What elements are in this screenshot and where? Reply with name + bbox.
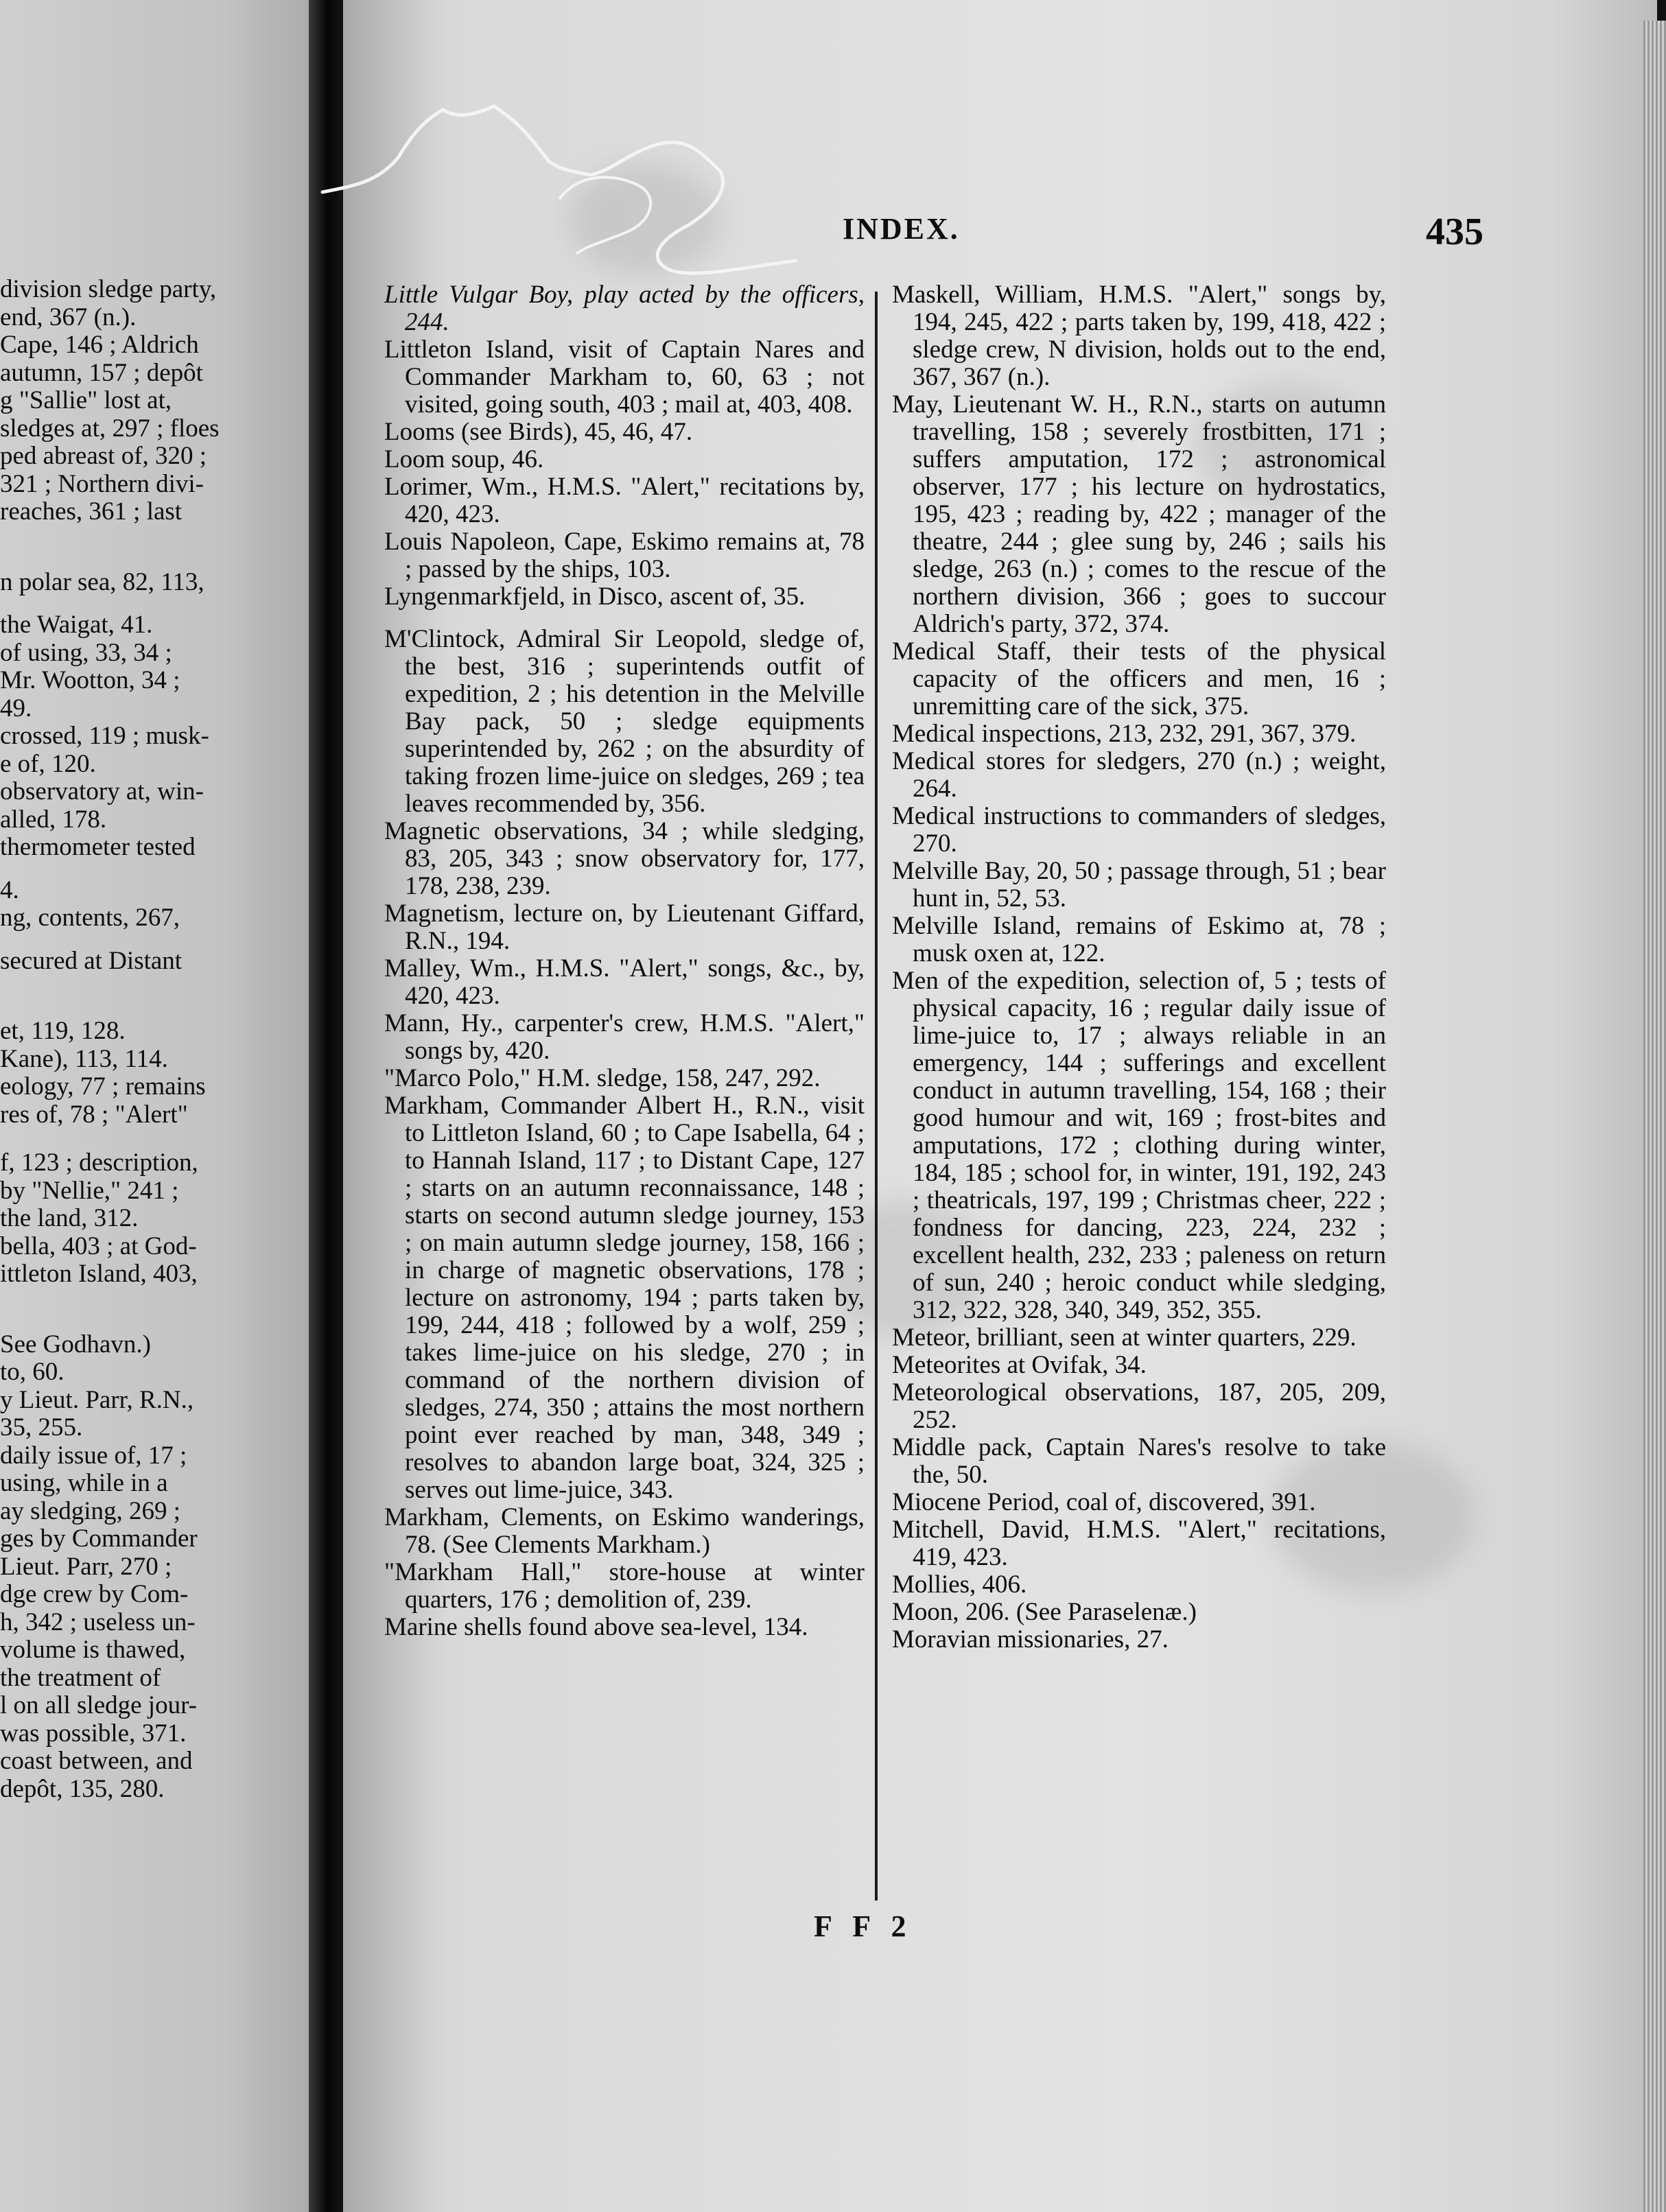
left-fragment: sledges at, 297 ; floes <box>0 414 220 443</box>
index-entry: Medical instructions to commanders of sledges, 270. <box>892 802 1386 858</box>
index-column-middle <box>384 281 865 1641</box>
left-fragment: of using, 33, 34 ; <box>0 638 172 667</box>
index-entry: Markham, Clements, on Eskimo wanderings, 78. (See Clements Markham.) <box>384 1503 865 1559</box>
left-fragment: was possible, 371. <box>0 1719 187 1748</box>
left-fragment: coast between, and <box>0 1747 193 1775</box>
index-entry: Middle pack, Captain Nares's resolve to take the, 50. <box>892 1433 1386 1489</box>
left-page-column <box>0 276 261 1803</box>
index-entry: Magnetism, lecture on, by Lieutenant Giffard, R.N., 194. <box>384 899 865 955</box>
index-entry: Melville Island, remains of Eskimo at, 78 ; musk oxen at, 122. <box>892 912 1386 967</box>
left-fragment: g "Sallie" lost at, <box>0 386 172 414</box>
left-fragment: Kane), 113, 114. <box>0 1044 168 1073</box>
index-entry: Moon, 206. (See Paraselenæ.) <box>892 1598 1197 1626</box>
index-entry: Little Vulgar Boy, play acted by the officers, 244. <box>384 281 865 336</box>
left-fragment: Mr. Wootton, 34 ; <box>0 666 180 694</box>
index-entry: Littleton Island, visit of Captain Nares and Commander Markham to, 60, 63 ; not visited, going south, 403 ; mail at, 403, 408. <box>384 336 865 419</box>
index-entry: Mitchell, David, H.M.S. "Alert," recitations, 419, 423. <box>892 1516 1386 1571</box>
signature-mark: F F 2 <box>814 1909 913 1943</box>
index-entry: Men of the expedition, selection of, 5 ; tests of physical capacity, 16 ; regular daily issue of lime-juice to, 17 ; always reliable in an emergency, 144 ; sufferings and excellent conduct in autumn travelling, 154, 168 ; their good humour and wit, 169 ; frost-bites and amputations, 172 ; clothing during winter, 184, 185 ; school for, in winter, 191, 192, 243 ; theatricals, 197, 199 ; Christmas cheer, 222 ; fondness for dancing, 223, 224, 232 ; excellent health, 232, 233 ; paleness on return of sun, 240 ; heroic conduct while sledging, 312, 322, 328, 340, 349, 352, 355. <box>892 967 1386 1324</box>
index-entry: Mollies, 406. <box>892 1570 1027 1599</box>
scribble-mark <box>316 96 810 295</box>
left-fragment: 35, 255. <box>0 1413 83 1442</box>
left-fragment: l on all sledge jour- <box>0 1691 197 1719</box>
left-fragment: ng, contents, 267, <box>0 904 180 932</box>
index-entry: Medical Staff, their tests of the physical capacity of the officers and men, 16 ; unremitting care of the sick, 375. <box>892 637 1386 720</box>
left-fragment: n polar sea, 82, 113, <box>0 567 204 596</box>
left-fragment: See Godhavn.) <box>0 1330 151 1358</box>
left-fragment: autumn, 157 ; depôt <box>0 358 203 387</box>
index-column-right <box>892 281 1386 1654</box>
left-fragment: by "Nellie," 241 ; <box>0 1176 179 1205</box>
left-fragment: reaches, 361 ; last <box>0 497 183 526</box>
index-entry: Moravian missionaries, 27. <box>892 1625 1169 1654</box>
index-entry: Loom soup, 46. <box>384 445 544 473</box>
left-fragment: bella, 403 ; at God- <box>0 1232 197 1260</box>
left-fragment: 49. <box>0 694 32 722</box>
left-fragment: thermometer tested <box>0 833 196 861</box>
left-fragment: the Waigat, 41. <box>0 611 153 639</box>
left-fragment: the treatment of <box>0 1663 161 1692</box>
left-fragment: 4. <box>0 875 19 904</box>
index-entry: "Markham Hall," store-house at winter quarters, 176 ; demolition of, 239. <box>384 1558 865 1614</box>
index-entry: Looms (see Birds), 45, 46, 47. <box>384 418 693 446</box>
index-entry: Meteor, brilliant, seen at winter quarters, 229. <box>892 1323 1357 1352</box>
left-fragment: to, 60. <box>0 1358 64 1386</box>
left-fragment: observatory at, win- <box>0 777 204 805</box>
left-fragment: volume is thawed, <box>0 1636 186 1664</box>
index-entry: Lyngenmarkfjeld, in Disco, ascent of, 35. <box>384 583 806 611</box>
index-entry: Meteorites at Ovifak, 34. <box>892 1351 1147 1379</box>
left-fragment: division sledge party, <box>0 275 217 303</box>
index-entry: "Marco Polo," H.M. sledge, 158, 247, 292. <box>384 1064 821 1092</box>
left-fragment: crossed, 119 ; musk- <box>0 722 209 750</box>
index-entry: Meteorological observations, 187, 205, 209, 252. <box>892 1378 1386 1434</box>
left-fragment: Lieut. Parr, 270 ; <box>0 1552 172 1581</box>
index-entry: Melville Bay, 20, 50 ; passage through, 51 ; bear hunt in, 52, 53. <box>892 857 1386 913</box>
left-fragment: ittleton Island, 403, <box>0 1260 198 1288</box>
left-fragment: Cape, 146 ; Aldrich <box>0 331 199 359</box>
left-fragment: ay sledging, 269 ; <box>0 1496 181 1525</box>
index-entry: Miocene Period, coal of, discovered, 391. <box>892 1488 1316 1516</box>
index-entry: May, Lieutenant W. H., R.N., starts on autumn travelling, 158 ; severely frostbitten, 171 ; suffers amputation, 172 ; astronomical observer, 177 ; his lecture on hydrostatics, 195, 423 ; reading by, 422 ; manager of the theatre, 244 ; glee sung by, 246 ; sails his sledge, 263 (n.) ; comes to the rescue of the northern division, 366 ; goes to succour Aldrich's party, 372, 374. <box>892 390 1386 638</box>
left-fragment: 321 ; Northern divi- <box>0 469 204 498</box>
left-fragment: ges by Commander <box>0 1525 198 1553</box>
left-fragment: using, while in a <box>0 1469 168 1497</box>
page-edge <box>1643 21 1666 2212</box>
column-divider <box>875 292 878 1901</box>
left-fragment: daily issue of, 17 ; <box>0 1441 187 1470</box>
left-fragment: res of, 78 ; "Alert" <box>0 1100 188 1129</box>
page-number: 435 <box>1426 211 1483 253</box>
index-entry: Medical stores for sledgers, 270 (n.) ; weight, 264. <box>892 747 1386 803</box>
page-title: INDEX. <box>843 212 960 246</box>
left-fragment: the land, 312. <box>0 1204 139 1232</box>
left-fragment: eology, 77 ; remains <box>0 1072 206 1101</box>
left-fragment: f, 123 ; description, <box>0 1149 198 1177</box>
left-fragment: alled, 178. <box>0 805 107 834</box>
index-entry: Magnetic observations, 34 ; while sledging, 83, 205, 343 ; snow observatory for, 177, 178, 238, 239. <box>384 817 865 900</box>
index-entry: Louis Napoleon, Cape, Eskimo remains at, 78 ; passed by the ships, 103. <box>384 528 865 583</box>
left-fragment: depôt, 135, 280. <box>0 1774 165 1803</box>
left-fragment: e of, 120. <box>0 749 96 778</box>
index-entry: Lorimer, Wm., H.M.S. "Alert," recitations by, 420, 423. <box>384 473 865 528</box>
left-fragment: dge crew by Com- <box>0 1580 189 1608</box>
index-entry: Malley, Wm., H.M.S. "Alert," songs, &c., by, 420, 423. <box>384 954 865 1010</box>
index-entry: Markham, Commander Albert H., R.N., visit to Littleton Island, 60 ; to Cape Isabella, 64 ; to Hannah Island, 117 ; to Distant Cape, 127 ; starts on an autumn reconnaissance, 148 ; starts on second autumn sledge journey, 153 ; on main autumn sledge journey, 158, 166 ; in charge of magnetic observations, 178 ; lecture on astronomy, 194 ; parts taken by, 199, 244, 418 ; followed by a wolf, 259 ; takes lime-juice on his sledge, 270 ; in command of the northern division of sledges, 274, 350 ; attains the most northern point ever reached by man, 348, 349 ; resolves to abandon large boat, 324, 325 ; serves out lime-juice, 343. <box>384 1092 865 1504</box>
left-fragment: et, 119, 128. <box>0 1017 126 1045</box>
index-entry: Maskell, William, H.M.S. "Alert," songs by, 194, 245, 422 ; parts taken by, 199, 418, 422 ; sledge crew, N division, holds out to the end, 367, 367 (n.). <box>892 281 1386 391</box>
index-entry: Mann, Hy., carpenter's crew, H.M.S. "Alert," songs by, 420. <box>384 1009 865 1065</box>
index-entry: M'Clintock, Admiral Sir Leopold, sledge of, the best, 316 ; superintends outfit of expedition, 2 ; his detention in the Melville Bay pack, 50 ; sledge equipments superintended by, 262 ; on the absurdity of taking frozen lime-juice on sledges, 269 ; tea leaves recommended by, 356. <box>384 625 865 818</box>
index-entry: Medical inspections, 213, 232, 291, 367, 379. <box>892 720 1357 748</box>
index-entry: Marine shells found above sea-level, 134. <box>384 1613 808 1641</box>
left-fragment: end, 367 (n.). <box>0 303 137 331</box>
left-fragment: y Lieut. Parr, R.N., <box>0 1385 194 1414</box>
left-fragment: secured at Distant <box>0 946 183 975</box>
left-fragment: ped abreast of, 320 ; <box>0 442 207 470</box>
left-fragment: h, 342 ; useless un- <box>0 1608 196 1636</box>
